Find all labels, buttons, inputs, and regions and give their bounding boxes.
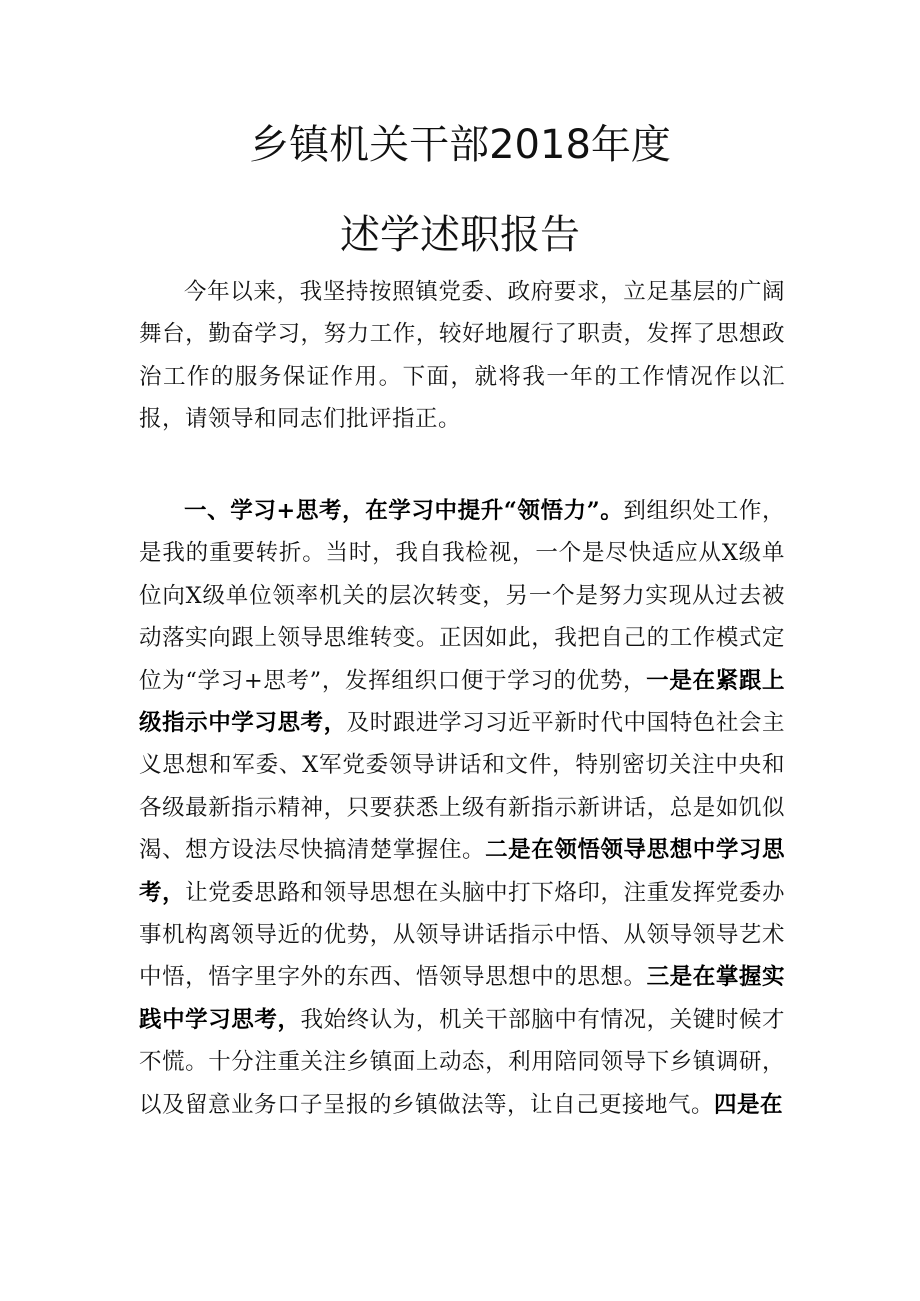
intro-paragraph: 今年以来，我坚持按照镇党委、政府要求，立足基层的广阔舞台，勤奋学习，努力工作，较好地履行了职责，发挥了思想政治工作的服务保证作用。下面，就将我一年的工作情况作以汇报，请领导和同志们批评指正。 (139, 279, 785, 433)
section1-paragraph (139, 490, 785, 1126)
section1-point4: 四是在 (714, 1091, 784, 1118)
section1-text3: 让党委思路和领导思想在头脑中打下烙印，注重发挥党委办事机构离领导近的优势，从领导讲话指示中悟、从领导领导艺术中悟，悟字里字外的东西、悟领导思想中的思想。 (139, 879, 785, 991)
document-title-line1: 乡镇机关干部2018年度 (249, 122, 671, 168)
section1-point3: 三是在掌握实践中学习思考， (139, 964, 785, 1033)
section1-heading: 一、学习+思考，在学习中提升“领悟力”。 (184, 498, 624, 524)
section1-text4: 我始终认为，机关干部脑中有情况，关键时候才不慌。十分注重关注乡镇面上动态，利用陪同领导下乡镇调研，以及留意业务口子呈报的乡镇做法等，让自己更接地气。 (139, 1006, 785, 1118)
section1-point2: 二是在领悟领导思想中学习思考， (139, 837, 785, 906)
document-title-line2: 述学述职报告 (340, 212, 580, 258)
section1-text2: 及时跟进学习习近平新时代中国特色社会主义思想和军委、X军党委领导讲话和文件，特别密切关注中央和各级最新指示精神，只要获悉上级有新指示新讲话，总是如饥似渴、想方设法尽快搞清楚掌握住。 (139, 710, 785, 864)
section1-text1: 到组织处工作，是我的重要转折。当时，我自我检视，一个是尽快适应从X级单位向X级单位领率机关的层次转变，另一个是努力实现从过去被动落实向跟上领导思维转变。正因如此，我把自己的工作模式定位为“学习+思考”，发挥组织口便于学习的优势， (139, 498, 785, 694)
section1-point1: 一是在紧跟上级指示中学习思考， (139, 667, 785, 737)
